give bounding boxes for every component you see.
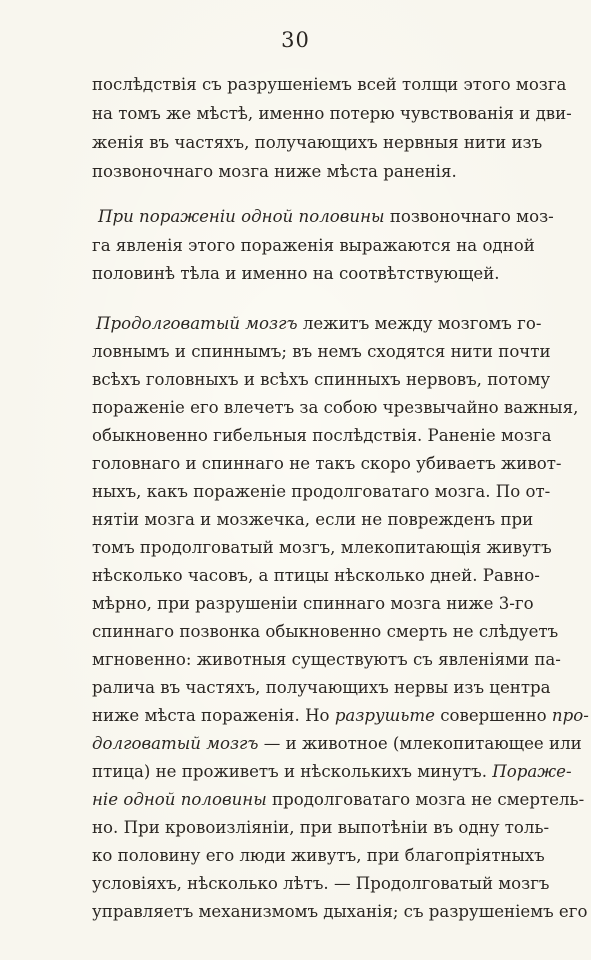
text-run: мѣрно, при разрушеніи спиннаго мозга ниже 3-го xyxy=(92,594,534,613)
text-run: ныхъ, какъ пораженіе продолговатаго мозга. По от- xyxy=(92,482,551,501)
text-line xyxy=(96,312,542,336)
text-run: совершенно xyxy=(434,706,552,725)
text-run: ловнымъ и спиннымъ; въ немъ сходятся нити почти xyxy=(92,342,551,361)
text-run: но. При кровоизліяніи, при выпотѣніи въ одну толь- xyxy=(92,818,550,837)
italic-run: ніе одной половины xyxy=(92,790,267,809)
text-run: лежитъ между мозгомъ го- xyxy=(297,314,542,333)
text-line xyxy=(92,368,551,392)
text-run: нятіи мозга и мозжечка, если не поврежденъ при xyxy=(92,510,534,529)
text-run: позвоночнаго мозга ниже мѣста раненія. xyxy=(92,162,457,181)
text-line xyxy=(92,480,551,504)
text-line xyxy=(92,844,545,868)
text-run: управляетъ механизмомъ дыханія; съ разрушеніемъ его xyxy=(92,902,588,921)
text-run: ниже мѣста пораженія. Но xyxy=(92,706,335,725)
text-line xyxy=(92,900,588,924)
text-line xyxy=(92,340,551,364)
text-line xyxy=(92,396,579,420)
text-line xyxy=(92,73,567,97)
text-line xyxy=(92,452,562,476)
text-run: послѣдствія съ разрушеніемъ всей толщи этого мозга xyxy=(92,75,567,94)
text-run: га явленія этого пораженія выражаются на одной xyxy=(92,236,535,255)
text-run: нѣсколько часовъ, а птицы нѣсколько дней. Равно- xyxy=(92,566,540,585)
text-line xyxy=(92,160,529,184)
text-run: продолговатаго мозга не смертель- xyxy=(266,790,585,809)
text-run: — и животное (млекопитающее или xyxy=(258,734,582,753)
text-line xyxy=(92,676,551,700)
text-line xyxy=(92,732,582,756)
text-line xyxy=(92,788,585,812)
text-line xyxy=(92,648,561,672)
text-line xyxy=(92,872,550,896)
text-run: птица) не проживетъ и нѣсколькихъ минутъ. xyxy=(92,762,493,781)
text-run: женія въ частяхъ, получающихъ нервныя нити изъ xyxy=(92,133,543,152)
text-line xyxy=(92,816,550,840)
text-run: обыкновенно гибельныя послѣдствія. Раненіе мозга xyxy=(92,426,552,445)
text-run: спиннаго позвонка обыкновенно смерть не слѣдуетъ xyxy=(92,622,559,641)
italic-run: Пораже- xyxy=(492,762,572,781)
text-run: условіяхъ, нѣсколько лѣтъ. — Продолговатый мозгъ xyxy=(92,874,550,893)
italic-run: разрушьте xyxy=(334,706,435,725)
text-run: мгновенно: животныя существуютъ съ явленіями па- xyxy=(92,650,561,669)
text-line xyxy=(92,536,552,560)
italic-run: Продолговатый мозгъ xyxy=(96,314,298,333)
text-line xyxy=(92,704,589,728)
text-line xyxy=(92,262,529,286)
page-number: 30 xyxy=(281,28,310,52)
italic-run: При пораженіи одной половины xyxy=(98,207,385,226)
text-run: головнаго и спиннаго не такъ скоро убиваетъ живот- xyxy=(92,454,562,473)
text-run: томъ продолговатый мозгъ, млекопитающія живутъ xyxy=(92,538,552,557)
text-line xyxy=(92,131,543,155)
italic-run: про- xyxy=(551,706,589,725)
text-run: позвоночнаго моз- xyxy=(384,207,554,226)
text-line xyxy=(92,102,572,126)
text-run: ко половину его люди живутъ, при благопріятныхъ xyxy=(92,846,545,865)
text-run: ралича въ частяхъ, получающихъ нервы изъ центра xyxy=(92,678,551,697)
text-run: половинѣ тѣла и именно на соотвѣтствующей. xyxy=(92,264,500,283)
text-line xyxy=(92,234,535,258)
italic-run: долговатый мозгъ xyxy=(92,734,259,753)
text-line xyxy=(92,564,540,588)
text-line xyxy=(92,508,534,532)
text-line xyxy=(92,760,572,784)
text-line xyxy=(92,424,552,448)
text-line xyxy=(98,205,554,229)
text-run: всѣхъ головныхъ и всѣхъ спинныхъ нервовъ, потому xyxy=(92,370,551,389)
text-line xyxy=(92,592,534,616)
text-run: пораженіе его влечетъ за собою чрезвычайно важныя, xyxy=(92,398,579,417)
text-line xyxy=(92,620,559,644)
text-run: на томъ же мѣстѣ, именно потерю чувствованія и дви- xyxy=(92,104,572,123)
